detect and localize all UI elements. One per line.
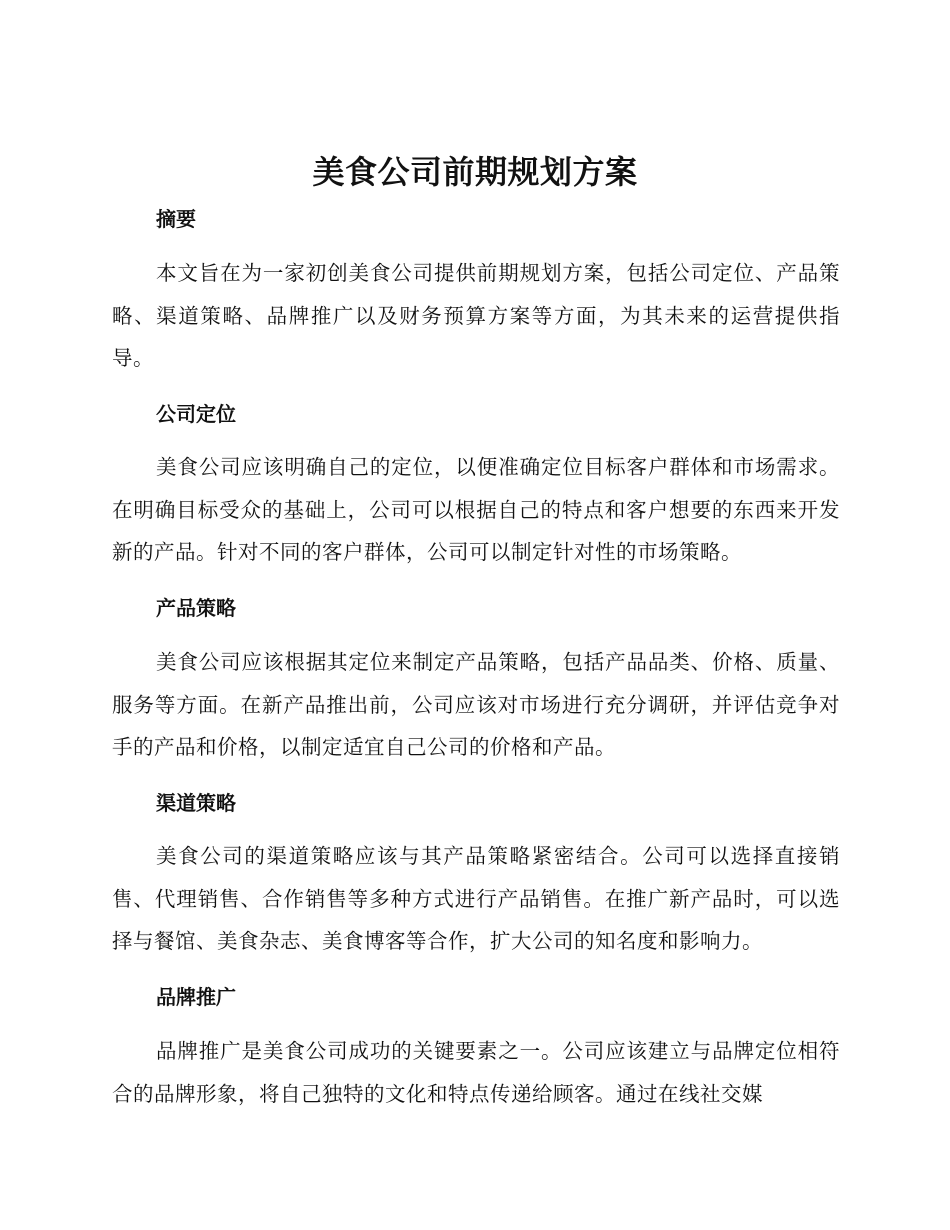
section-body-product-strategy: 美食公司应该根据其定位来制定产品策略，包括产品品类、价格、质量、服务等方面。在新产品推出前，公司应该对市场进行充分调研，并评估竞争对手的产品和价格，以制定适宜自己公司的价格和产品。 — [112, 650, 840, 759]
section-heading-abstract: 摘要 — [156, 207, 196, 231]
section-heading-brand-promotion: 品牌推广 — [156, 985, 236, 1009]
section-body-abstract: 本文旨在为一家初创美食公司提供前期规划方案，包括公司定位、产品策略、渠道策略、品牌推广以及财务预算方案等方面，为其未来的运营提供指导。 — [112, 261, 840, 370]
section-body-channel-strategy: 美食公司的渠道策略应该与其产品策略紧密结合。公司可以选择直接销售、代理销售、合作销售等多种方式进行产品销售。在推广新产品时，可以选择与餐馆、美食杂志、美食博客等合作，扩大公司的知名度和影响力。 — [112, 844, 840, 953]
section-body-brand-promotion: 品牌推广是美食公司成功的关键要素之一。公司应该建立与品牌定位相符合的品牌形象，将自己独特的文化和特点传递给顾客。通过在线社交媒 — [112, 1039, 840, 1106]
section-heading-channel-strategy: 渠道策略 — [156, 791, 236, 815]
section-body-company-positioning: 美食公司应该明确自己的定位，以便准确定位目标客户群体和市场需求。在明确目标受众的基础上，公司可以根据自己的特点和客户想要的东西来开发新的产品。针对不同的客户群体，公司可以制定针对性的市场策略。 — [112, 455, 840, 564]
section-heading-company-positioning: 公司定位 — [156, 402, 236, 426]
document-title: 美食公司前期规划方案 — [312, 153, 638, 191]
section-heading-product-strategy: 产品策略 — [156, 596, 236, 620]
